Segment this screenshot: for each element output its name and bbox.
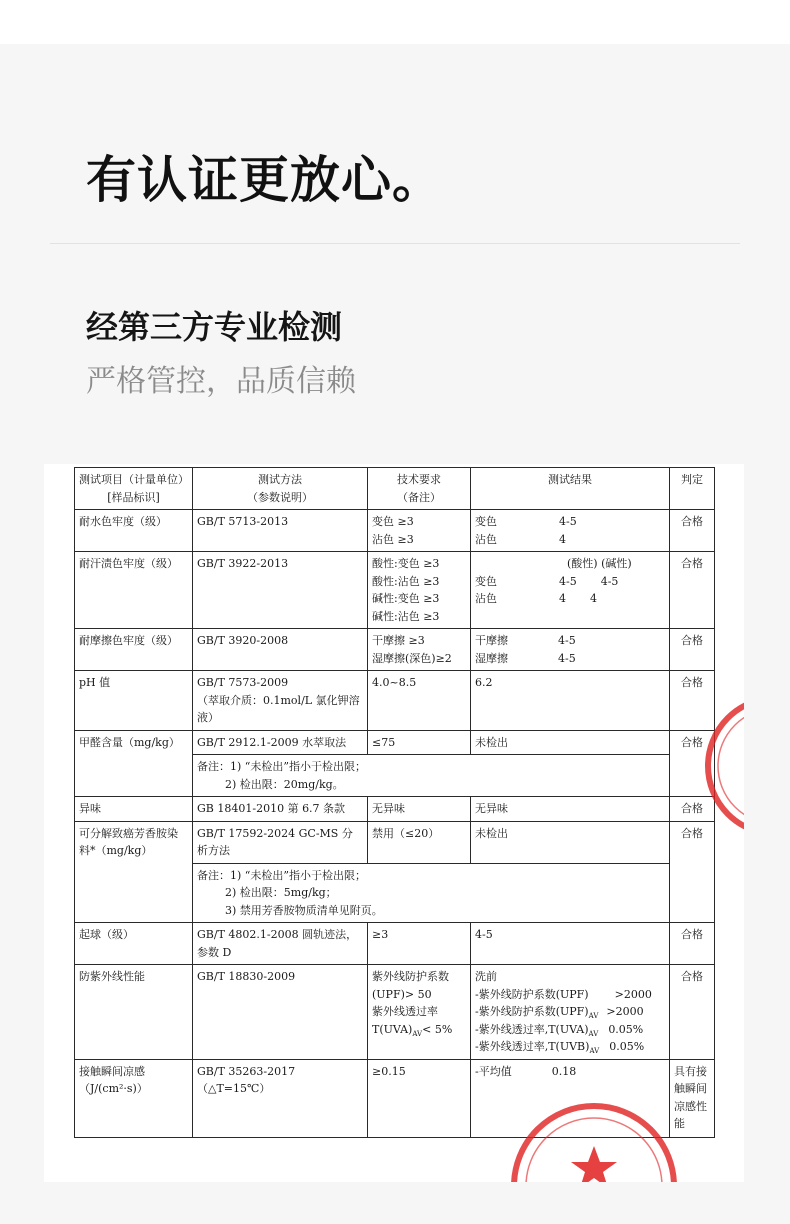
cell-method: GB/T 18830-2009	[193, 965, 368, 1060]
cell-item: 耐摩擦色牢度（级）	[75, 629, 193, 671]
test-report-table	[74, 467, 715, 1138]
cell-result: 变色 4-5 沾色 4	[471, 510, 670, 552]
cell-verdict: 合格	[670, 923, 715, 965]
cell-item: 异味	[75, 797, 193, 822]
cell-method: GB/T 3920-2008	[193, 629, 368, 671]
cell-verdict: 合格	[670, 797, 715, 822]
cell-verdict: 合格	[670, 552, 715, 629]
cell-item: 起球（级）	[75, 923, 193, 965]
cell-method: GB/T 35263-2017 （△T=15℃）	[193, 1059, 368, 1137]
top-bar	[0, 0, 790, 44]
cell-requirement: ≥3	[368, 923, 471, 965]
section-subtitle: 严格管控，品质信赖	[86, 364, 356, 399]
cell-result: 洗前 -紫外线防护系数(UPF) >2000 -紫外线防护系数$(UPF)_{AV} >2000$ -紫外线透过率$,T(UVA)_{AV}$ 0.05% -紫外线透过率$,T(UVB)_{AV}$ 0.05%	[471, 965, 670, 1060]
table-row	[75, 671, 715, 731]
table-row	[75, 552, 715, 629]
cell-item: 甲醛含量（mg/kg）	[75, 730, 193, 797]
cell-item: pH 值	[75, 671, 193, 731]
cell-result: 6.2	[471, 671, 670, 731]
header-result: 测试结果	[471, 468, 670, 510]
cell-verdict: 合格	[670, 629, 715, 671]
header-item: 测试项目（计量单位） [样品标识]	[75, 468, 193, 510]
cell-method: GB/T 17592-2024 GC-MS 分析方法	[193, 821, 368, 863]
table-row	[75, 797, 715, 822]
section-title: 经第三方专业检测	[86, 308, 343, 346]
table-row	[75, 730, 715, 755]
cell-verdict: 具有接触瞬间凉感性能	[670, 1059, 715, 1137]
cell-method: GB 18401-2010 第 6.7 条款	[193, 797, 368, 822]
hero-title: 有认证更放心。	[86, 151, 443, 209]
header-requirement: 技术要求 （备注）	[368, 468, 471, 510]
cell-requirement: 变色 ≥3 沾色 ≥3	[368, 510, 471, 552]
divider	[50, 243, 740, 244]
table-header-row	[75, 468, 715, 510]
cell-requirement: 4.0~8.5	[368, 671, 471, 731]
table-row	[75, 629, 715, 671]
table-row	[75, 923, 715, 965]
cell-verdict: 合格	[670, 730, 715, 797]
cell-method: GB/T 3922-2013	[193, 552, 368, 629]
cell-result: -平均值 0.18	[471, 1059, 670, 1137]
cell-verdict: 合格	[670, 821, 715, 923]
test-report-sheet	[44, 464, 744, 1182]
cell-requirement: ≥0.15	[368, 1059, 471, 1137]
cell-requirement: 紫外线防护系数 (UPF)> 50 紫外线透过率 $T(UVA)_{AV}< 5\%$	[368, 965, 471, 1060]
table-row	[75, 821, 715, 863]
cell-result: 无异味	[471, 797, 670, 822]
cell-item: 耐水色牢度（级）	[75, 510, 193, 552]
table-row	[75, 965, 715, 1060]
cell-note: 备注：1) “未检出”指小于检出限； 2) 检出限：5mg/kg； 3) 禁用芳香胺物质清单见附页。	[193, 863, 670, 923]
cell-requirement: 无异味	[368, 797, 471, 822]
cell-method: GB/T 5713-2013	[193, 510, 368, 552]
cell-item: 防紫外线性能	[75, 965, 193, 1060]
cell-result: 干摩擦 4-5 湿摩擦 4-5	[471, 629, 670, 671]
cell-method: GB/T 7573-2009 （萃取介质：0.1mol/L 氯化钾溶液）	[193, 671, 368, 731]
cell-result: 未检出	[471, 730, 670, 755]
cell-item: 接触瞬间凉感 （J/(cm²·s)）	[75, 1059, 193, 1137]
table-row	[75, 510, 715, 552]
header-method: 测试方法 （参数说明）	[193, 468, 368, 510]
cell-verdict: 合格	[670, 671, 715, 731]
cell-method: GB/T 2912.1-2009 水萃取法	[193, 730, 368, 755]
cell-method: GB/T 4802.1-2008 圆轨迹法，参数 D	[193, 923, 368, 965]
cell-result: (酸性) (碱性) 变色 4-5 4-5 沾色 4 4	[471, 552, 670, 629]
cell-verdict: 合格	[670, 510, 715, 552]
cell-requirement: 干摩擦 ≥3 湿摩擦(深色)≥2	[368, 629, 471, 671]
header-verdict: 判定	[670, 468, 715, 510]
table-row	[75, 1059, 715, 1137]
cell-requirement: 禁用（≤20）	[368, 821, 471, 863]
cell-requirement: 酸性:变色 ≥3 酸性:沾色 ≥3 碱性:变色 ≥3 碱性:沾色 ≥3	[368, 552, 471, 629]
cell-item: 可分解致癌芳香胺染料*（mg/kg）	[75, 821, 193, 923]
cell-item: 耐汗渍色牢度（级）	[75, 552, 193, 629]
cell-note: 备注：1) “未检出”指小于检出限； 2) 检出限：20mg/kg。	[193, 755, 670, 797]
cell-requirement: ≤75	[368, 730, 471, 755]
cell-result: 未检出	[471, 821, 670, 863]
cell-result: 4-5	[471, 923, 670, 965]
cell-verdict: 合格	[670, 965, 715, 1060]
